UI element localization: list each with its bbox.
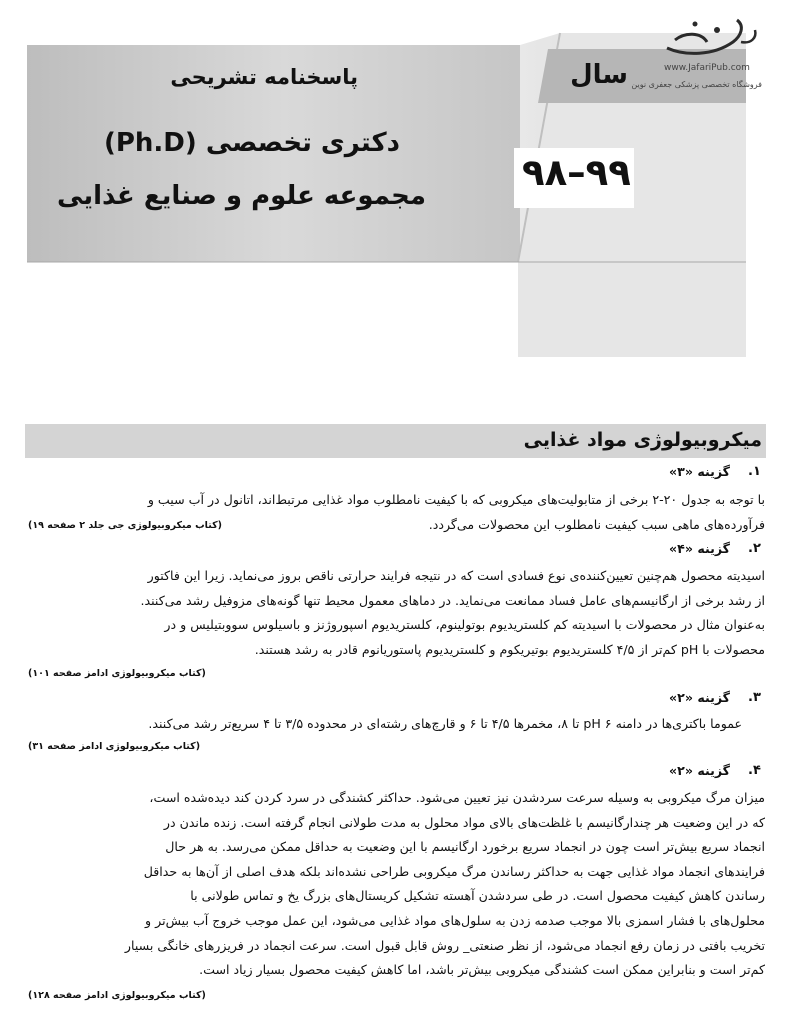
logo-subtitle: فروشگاه تخصصی پزشکی جعفری نوین — [631, 80, 762, 89]
source-reference: (کتاب میکروبیولوژی ادامز صفحه ۱۰۱) — [28, 668, 206, 679]
answer-line: محصولات با pH کم‌تر از ۴/۵ کلستریدیوم بوتیریکوم و کلستریدیوم پاستوریانوم قادر به رشد هستند. — [254, 641, 765, 657]
question-answer — [26, 564, 765, 662]
question-number: .۲ — [748, 541, 761, 556]
question-choice: گزینه «۴» — [668, 541, 730, 556]
section-title: میکروبیولوژی مواد غذایی — [523, 429, 762, 451]
answer-line: کم‌تر است و بنابراین ممکن است کشندگی میکروبی بیش‌تر باشد، اما کاهش کیفیت محصول بسیار زیاد است. — [199, 962, 765, 978]
question-answer — [26, 712, 742, 737]
source-reference: (کتاب میکروبیولوژی ادامز صفحه ۱۲۸) — [28, 990, 206, 1001]
banner-year-range: ۹۸–۹۹ — [522, 151, 631, 194]
answer-line: تخریب بافتی در زمان رفع انجماد می‌شود، از نظر صنعتی_ روش قابل قبول است. سرعت انجماد در فریزرهای خانگی بسیار — [124, 937, 765, 953]
banner-title: پاسخنامه تشریحی — [170, 65, 358, 89]
source-reference: (کتاب میکروبیولوژی ادامز صفحه ۳۱) — [28, 741, 201, 752]
answer-line: به‌عنوان مثال در محصولات با اسیدیته کم کلستریدیوم بوتولینوم، کلستریدیوم اسپوروژنز و باسیلوس سووبتیلیس و در — [164, 617, 765, 633]
question-number: .۳ — [748, 690, 761, 705]
banner-degree: دکتری تخصصی (Ph.D) — [103, 128, 400, 158]
answer-line: با توجه به جدول ۲۰-۲ برخی از متابولیت‌های میکروبی که با کیفیت نامطلوب مواد غذایی مرتبط‌اند، اتانول در آب سیب و — [147, 492, 765, 507]
answer-line: میزان مرگ میکروبی به وسیله سرعت سردشدن نیز تعیین می‌شود. حداکثر کشندگی در سرد کردن کند دیده‌شده است، — [149, 790, 765, 805]
answer-line: که در این وضعیت هر چندارگانیسم با غلظت‌های بالای مواد محلول به مدت طولانی انجام گرفته است. زنده ماندن در — [163, 814, 765, 830]
answer-line: فرایندهای انجماد مواد غذایی جهت به حداکثر رساندن مرگ میکروبی طراحی نشده‌اند بلکه هدف اصلی از آن‌ها به حداقل — [143, 863, 765, 879]
answer-line: انجماد سریع بیش‌تر است چون در انجماد سریع برخورد ارگانیسم با این وضعیت به حداقل ممکن می‌رسد. به هر حال — [165, 839, 765, 855]
answer-line: فرآورده‌های ماهی سبب کیفیت نامطلوب این محصولات می‌گردد. — [428, 516, 765, 532]
logo-website: www.JafariPub.com — [664, 63, 750, 73]
source-reference: (کتاب میکروبیولوژی جی جلد ۲ صفحه ۱۹) — [28, 520, 222, 531]
answer-line: از رشد برخی از ارگانیسم‌های عامل فساد ممانعت می‌نماید. در دماهای معمول محیط تنها گونه‌های مزوفیل رشد می‌کنند. — [140, 592, 765, 608]
question-choice: گزینه «۲» — [668, 763, 730, 778]
question-choice: گزینه «۲» — [668, 690, 730, 705]
question-number: .۴ — [748, 763, 761, 778]
answer-line: محلول‌های با فشار اسمزی بالا موجب صدمه زدن به سلول‌های مواد غذایی می‌شود، این عمل موجب خروج آب بیش‌تر و — [145, 912, 765, 928]
answer-line: رساندن کاهش کیفیت محصول است. در طی سردشدن آهسته تشکیل کریستال‌های بزرگ یخ و تماس طولانی با — [190, 888, 765, 904]
question-number: .۱ — [748, 464, 761, 479]
answer-line: اسیدیته محصول هم‌چنین تعیین‌کننده‌ی نوع فسادی است که در نتیجه فرایند حرارتی ناقص بروز می‌نماید. زیرا این فاکتور — [147, 568, 765, 583]
question-answer — [26, 786, 765, 983]
publisher-logo-icon — [655, 12, 765, 68]
banner-field: مجموعه علوم و صنایع غذایی — [57, 181, 426, 211]
question-choice: گزینه «۳» — [668, 464, 730, 479]
banner-year-label: سال — [570, 60, 628, 90]
answer-line: عموما باکتری‌ها در دامنه pH ۶ تا ۸، مخمرها ۴/۵ تا ۶ و قارچ‌های رشته‌ای در محدوده ۳/۵ تا ۴ سریع‌تر رشد می‌کنند. — [148, 716, 742, 731]
